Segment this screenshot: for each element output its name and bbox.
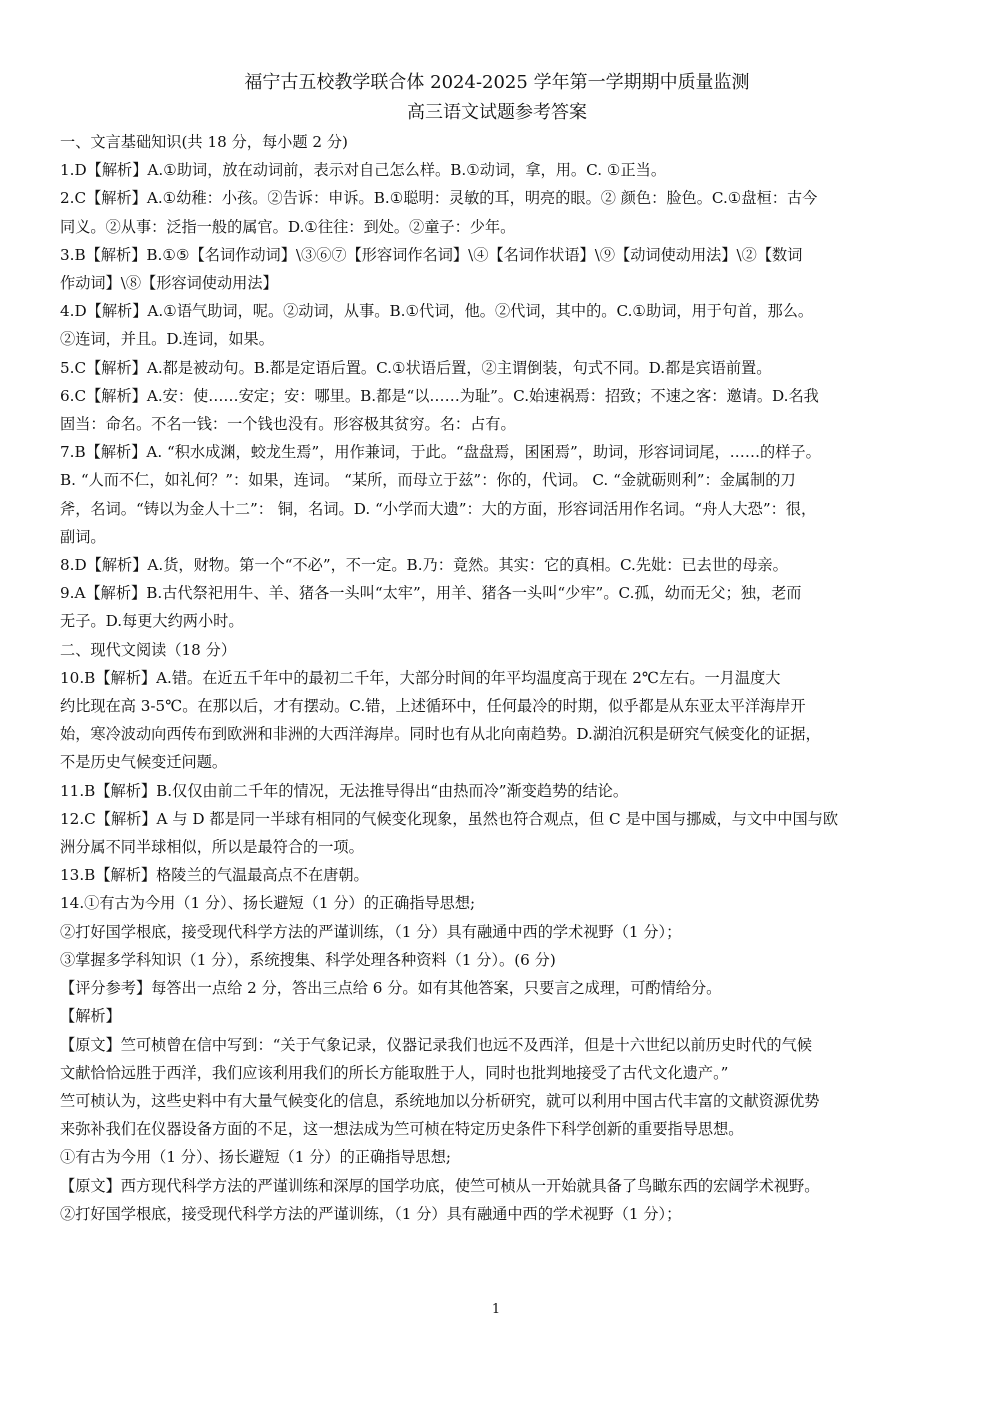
text-line: ②连词，并且。D.连词，如果。 [60,330,274,349]
text-line: 7.B【解析】A. “积水成渊，蛟龙生焉”，用作兼词，于此。“盘盘焉，囷囷焉”，助词，形容词词尾，……的样子。 [60,443,821,462]
text-line: 始，寒冷波动向西传布到欧洲和非洲的大西洋海岸。同时也有从北向南趋势。D.湖泊沉积是研究气候变化的证据， [60,725,821,744]
text-line: 不是历史气候变迁问题。 [60,753,228,772]
text-line: 1.D【解析】A.①助词，放在动词前，表示对自己怎么样。B.①动词，拿，用。C. ①正当。 [60,161,667,180]
text-line: 6.C【解析】A.安：使……安定；安：哪里。B.都是“以……为耻”。C.始速祸焉：招致；不速之客：邀请。D.名我 [60,386,819,405]
text-line: 4.D【解析】A.①语气助词，呢。②动词，从事。B.①代词，他。②代词，其中的。C.①助词，用于句首，那么。 [60,302,814,321]
text-line: 13.B【解析】格陵兰的气温最高点不在唐朝。 [60,866,369,885]
text-line: 斧，名词。“铸以为金人十二”： 铜，名词。D. “小学而大遗”：大的方面，形容词活用作名词。“舟人大恐”：很， [60,499,817,518]
document-title: 福宁古五校教学联合体 2024-2025 学年第一学期期中质量监测 [244,72,750,93]
text-line: 【评分参考】每答出一点给 2 分，答出三点给 6 分。如有其他答案，只要言之成理，可酌情给分。 [60,979,722,998]
text-line: 固当：命名。不名一钱：一个钱也没有。形容极其贫穷。名：占有。 [60,415,516,434]
document-page [60,68,934,1228]
text-line: 来弥补我们在仪器设备方面的不足，这一想法成为竺可桢在特定历史条件下科学创新的重要指导思想。 [60,1120,744,1139]
text-line: ②打好国学根底，接受现代科学方法的严谨训练，（1 分）具有融通中西的学术视野（1 分）； [60,1204,682,1223]
text-line: 作动词】\⑧【形容词使动用法】 [60,274,278,293]
text-line: 3.B【解析】B.①⑤【名词作动词】\③⑥⑦【形容词作名词】\④【名词作状语】\⑨【动词使动用法】\②【数词 [60,245,803,264]
text-line: 副词。 [60,527,106,546]
text-line: ①有古为今用（1 分）、扬长避短（1 分）的正确指导思想; [60,1148,451,1167]
text-line: 【解析】 [60,1007,121,1026]
text-line: 同义。②从事：泛指一般的属官。D.①往往：到处。②童子：少年。 [60,217,516,236]
text-line: ②打好国学根底，接受现代科学方法的严谨训练，（1 分）具有融通中西的学术视野（1 分）； [60,922,682,941]
answer-body [60,128,934,1228]
text-line: 【原文】竺可桢曾在信中写到：“关于气象记录，仪器记录我们也远不及西洋，但是十六世纪以前历史时代的气候 [60,1035,812,1054]
text-line: 文献恰恰远胜于西洋，我们应该利用我们的所长方能取胜于人，同时也批判地接受了古代文化遗产。” [60,1063,729,1082]
text-line: 无子。D.每更大约两小时。 [60,612,244,631]
text-line: ③掌握多学科知识（1 分），系统搜集、科学处理各种资料（1 分）。(6 分) [60,950,556,969]
text-line: 2.C【解析】A.①幼稚：小孩。②告诉：申诉。B.①聪明：灵敏的耳，明亮的眼。② 颜色：脸色。C.①盘桓：古今 [60,189,818,208]
text-line: 5.C【解析】A.都是被动句。B.都是定语后置。C.①状语后置，②主谓倒装，句式不同。D.都是宾语前置。 [60,358,772,377]
text-line: 【原文】西方现代科学方法的严谨训练和深厚的国学功底，使竺可桢从一开始就具备了鸟瞰东西的宏阔学术视野。 [60,1176,820,1195]
text-line: 竺可桢认为，这些史料中有大量气候变化的信息，系统地加以分析研究，就可以利用中国古代丰富的文献资源优势 [60,1091,820,1110]
text-line: 10.B【解析】A.错。在近五千年中的最初二千年，大部分时间的年平均温度高于现在 2℃左右。一月温度大 [60,668,781,687]
text-line: B. “人而不仁，如礼何？”：如果，连词。 “某所，而母立于兹”：你的，代词。 C. “金就砺则利”：金属制的刀 [60,471,796,490]
text-line: 12.C【解析】A 与 D 都是同一半球有相同的气候变化现象，虽然也符合观点，但 C 是中国与挪威，与文中中国与欧 [60,809,839,828]
text-line: 14.①有古为今用（1 分）、扬长避短（1 分）的正确指导思想; [60,894,476,913]
text-line: 二、现代文阅读（18 分） [60,640,237,659]
text-line: 8.D【解析】A.货，财物。第一个“不必”，不一定。B.乃：竟然。其实：它的真相。C.先妣：已去世的母亲。 [60,556,788,575]
text-line: 一、文言基础知识(共 18 分，每小题 2 分) [60,133,348,151]
text-line: 约比现在高 3-5℃。在那以后，才有摆动。C.错，上述循环中，任何最冷的时期，似乎都是从东亚太平洋海岸开 [60,697,806,716]
text-line: 洲分属不同半球相似，所以是最符合的一项。 [60,838,364,857]
document-subtitle: 高三语文试题参考答案 [407,102,587,123]
page-number: 1 [491,1302,501,1317]
text-line: 9.A【解析】B.古代祭祀用牛、羊、猪各一头叫“太牢”，用羊、猪各一头叫“少牢”。C.孤，幼而无父；独，老而 [60,584,802,603]
text-line: 11.B【解析】B.仅仅由前二千年的情况，无法推导得出“由热而冷”渐变趋势的结论。 [60,781,629,800]
